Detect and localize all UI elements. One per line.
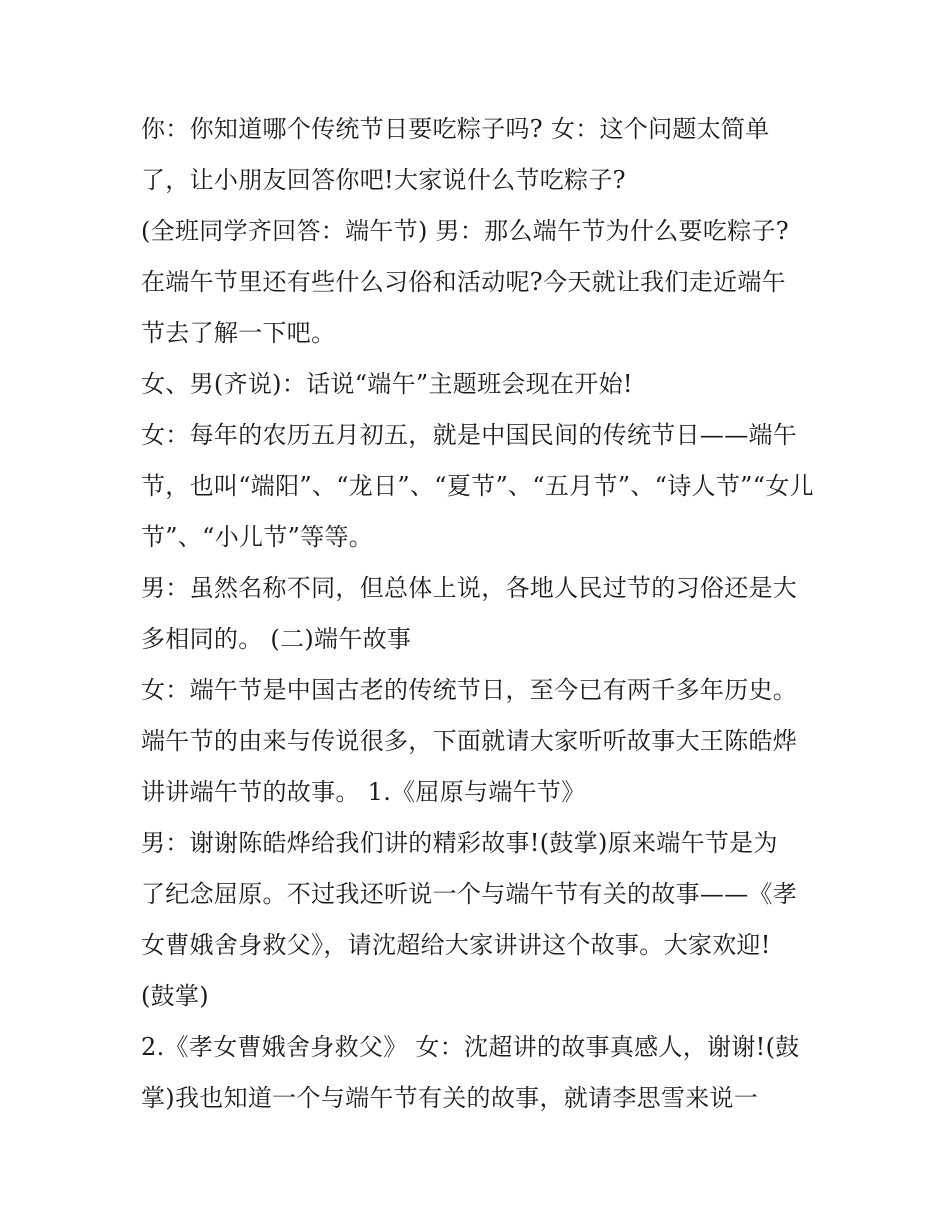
text-line: (鼓掌) (141, 982, 209, 1010)
text-line: 在端午节里还有些什么习俗和活动呢?今天就让我们走近端午 (141, 268, 786, 296)
text-line: 男：虽然名称不同，但总体上说，各地人民过节的习俗还是大 (141, 574, 798, 602)
text-line: 端午节的由来与传说很多，下面就请大家听听故事大王陈皓烨 (141, 727, 798, 755)
text-line: 掌)我也知道一个与端午节有关的故事，就请李思雪来说一 (141, 1084, 759, 1112)
text-line: 2.《孝女曹娥舍身救父》 女：沈超讲的故事真感人，谢谢!(鼓 (141, 1033, 800, 1061)
text-line: 女：每年的农历五月初五，就是中国民间的传统节日——端午 (141, 421, 798, 449)
text-line: 女曹娥舍身救父》，请沈超给大家讲讲这个故事。大家欢迎! (141, 931, 771, 959)
text-line: 了，让小朋友回答你吧!大家说什么节吃粽子? (141, 166, 626, 194)
text-line: 节，也叫“端阳”、“龙日”、“夏节”、“五月节”、“诗人节”“女儿 (141, 472, 814, 500)
text-line: 女：端午节是中国古老的传统节日，至今已有两千多年历史。 (141, 676, 798, 704)
text-line: (全班同学齐回答：端午节) 男：那么端午节为什么要吃粽子? (141, 217, 789, 245)
text-line: 了纪念屈原。不过我还听说一个与端午节有关的故事——《孝 (141, 880, 798, 908)
text-line: 节去了解一下吧。 (141, 319, 336, 347)
text-line: 女、男(齐说)：话说“端午”主题班会现在开始! (141, 370, 633, 398)
text-line: 节”、“小儿节”等等。 (141, 523, 374, 551)
text-line: 你：你知道哪个传统节日要吃粽子吗? 女：这个问题太简单 (141, 115, 770, 143)
text-line: 多相同的。 (二)端午故事 (141, 625, 412, 653)
text-line: 男：谢谢陈皓烨给我们讲的精彩故事!(鼓掌)原来端午节是为 (141, 829, 778, 857)
text-line: 讲讲端午节的故事。 1.《屈原与端午节》 (141, 778, 586, 806)
